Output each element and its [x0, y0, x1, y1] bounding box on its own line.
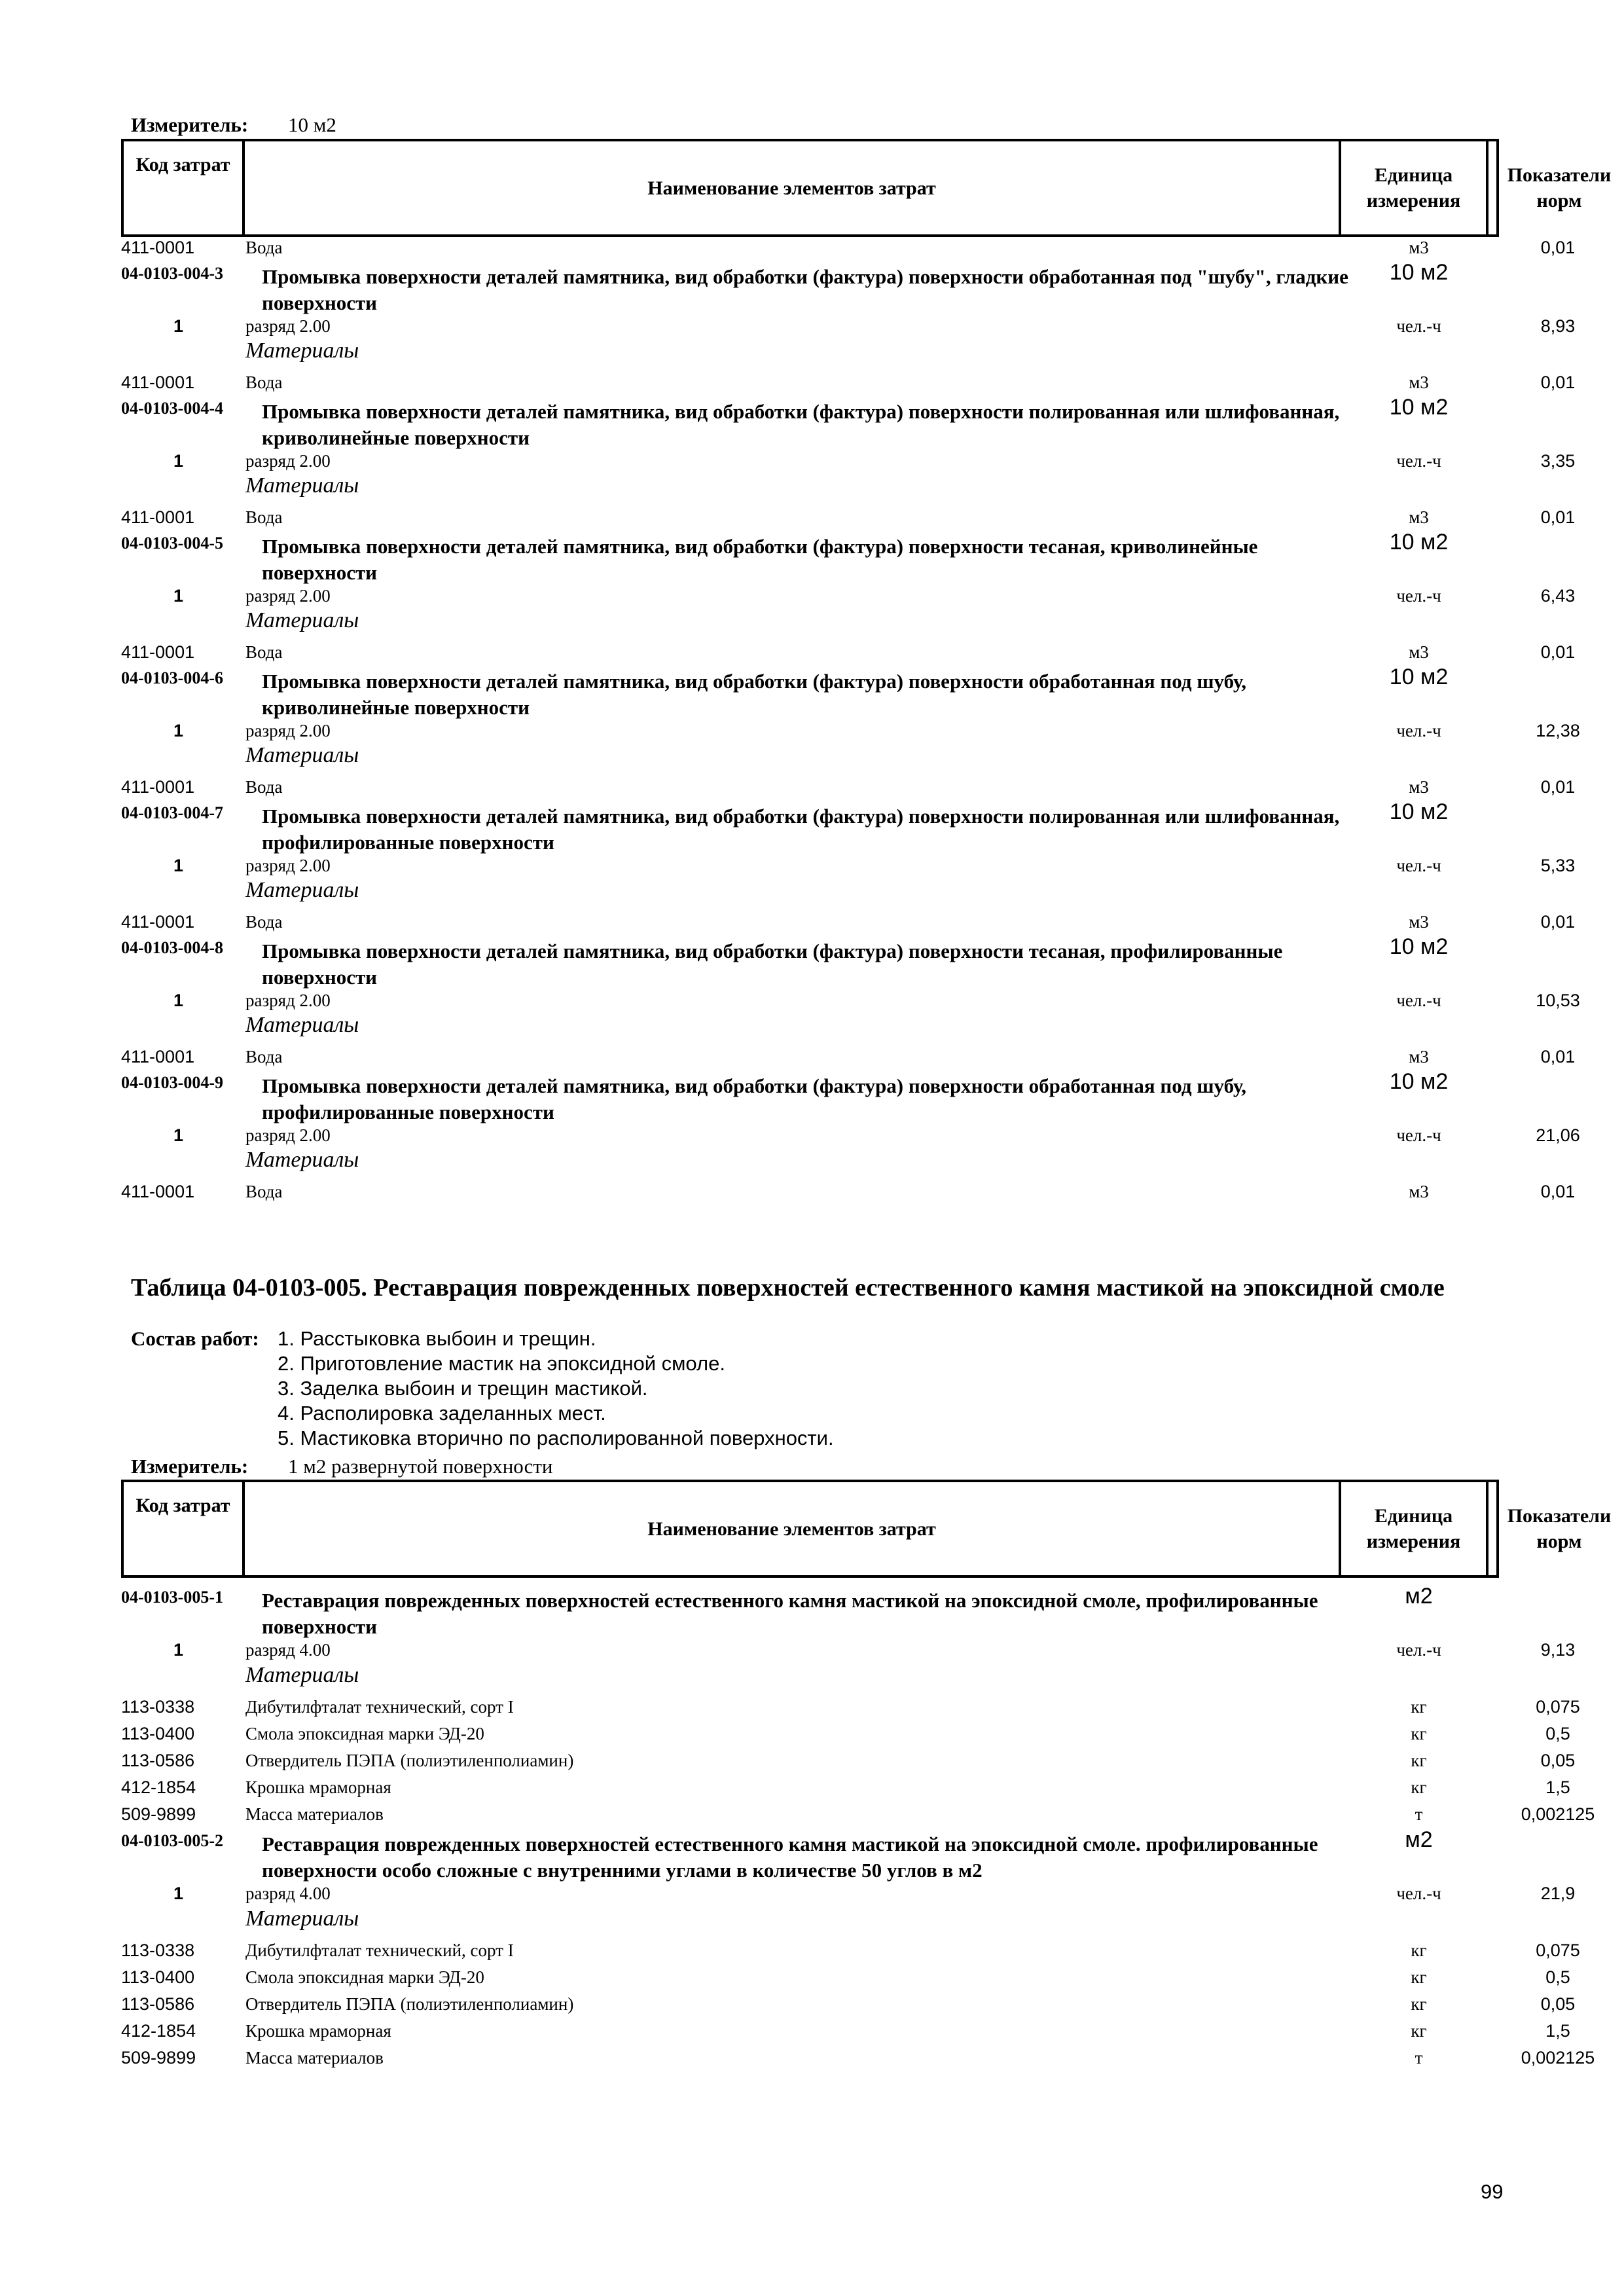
element-name: Реставрация поврежденных поверхностей естественного камня мастикой на эпоксидной смоле, профилированные поверхности	[262, 1589, 1318, 1638]
table-row	[121, 1640, 1576, 1666]
norm-value: 0,01	[1540, 777, 1576, 797]
unit-of-measure: м3	[1409, 238, 1429, 257]
cost-code: 411-0001	[121, 238, 195, 257]
header-code: Код затрат	[124, 1482, 245, 1575]
cost-code: 113-0400	[121, 1967, 195, 1987]
cost-code: 1	[173, 451, 184, 471]
table-header-1	[121, 139, 1612, 237]
table-row	[121, 1724, 1570, 1750]
norm-value: 9,13	[1540, 1640, 1576, 1660]
cost-code: 1	[173, 586, 184, 606]
measure-value-2: 1 м2 развернутой поверхности	[288, 1455, 553, 1478]
unit-of-measure: т	[1415, 2048, 1423, 2068]
table-row	[121, 1148, 1499, 1178]
table-row	[121, 1069, 1499, 1123]
norm-value: 10,53	[1536, 991, 1580, 1010]
cost-code: 411-0001	[121, 507, 195, 527]
norm-value: 12,38	[1536, 721, 1580, 740]
unit-of-measure: кг	[1411, 1967, 1427, 1987]
table-row	[121, 1663, 1499, 1693]
element-name: разряд 2.00	[245, 991, 331, 1010]
table-row	[121, 238, 1576, 264]
element-name: Материалы	[245, 1663, 359, 1687]
element-name: разряд 2.00	[245, 316, 331, 336]
table-row	[121, 1047, 1576, 1073]
element-name: Материалы	[245, 743, 359, 767]
table-row	[121, 777, 1576, 803]
composition-label: Состав работ:	[131, 1327, 259, 1350]
unit-of-measure: чел.-ч	[1396, 856, 1441, 875]
table-title: Таблица 04-0103-005. Реставрация поврежденных поверхностей естественного камня мастикой на эпоксидной смоле	[131, 1274, 1445, 1302]
element-name: Промывка поверхности деталей памятника, вид обработки (фактура) поверхности обработанная под шубу, профилированные поверхности	[262, 1074, 1247, 1123]
composition-item: 3. Заделка выбоин и трещин мастикой.	[278, 1377, 648, 1400]
unit-of-measure: чел.-ч	[1396, 1125, 1441, 1145]
norm-value: 21,06	[1536, 1125, 1580, 1145]
unit-of-measure: чел.-ч	[1396, 721, 1441, 740]
table-row	[121, 507, 1576, 534]
cost-code: 411-0001	[121, 777, 195, 797]
element-name: разряд 2.00	[245, 1125, 331, 1145]
unit-of-measure: чел.-ч	[1396, 586, 1441, 606]
element-name: разряд 2.00	[245, 586, 331, 606]
element-name: Материалы	[245, 1148, 359, 1172]
table-row	[121, 1013, 1499, 1043]
unit-of-measure: 10 м2	[1389, 799, 1449, 824]
cost-code: 1	[173, 1125, 184, 1145]
element-name: разряд 2.00	[245, 721, 331, 740]
measure-value-1: 10 м2	[288, 113, 336, 136]
element-name: Вода	[245, 642, 283, 662]
cost-code: 411-0001	[121, 1047, 195, 1066]
cost-code: 411-0001	[121, 1182, 195, 1201]
element-name: Реставрация поврежденных поверхностей естественного камня мастикой на эпоксидной смоле. профилированные поверхности особо сложные с внутренними углами в количестве 50 углов в м2	[262, 1832, 1318, 1882]
element-name: Крошка мраморная	[245, 2021, 391, 2041]
norm-value: 1,5	[1545, 2021, 1570, 2041]
element-name: разряд 2.00	[245, 451, 331, 471]
unit-of-measure: м3	[1409, 777, 1429, 797]
element-name: Масса материалов	[245, 1804, 384, 1824]
unit-of-measure: кг	[1411, 1994, 1427, 2014]
cost-code: 113-0338	[121, 1941, 195, 1960]
element-name: разряд 4.00	[245, 1640, 331, 1660]
table-row	[121, 530, 1499, 584]
table-row	[121, 1584, 1499, 1638]
element-name: Промывка поверхности деталей памятника, вид обработки (фактура) поверхности тесаная, профилированные поверхности	[262, 939, 1283, 989]
cost-code: 04-0103-004-4	[121, 399, 223, 418]
unit-of-measure: чел.-ч	[1396, 1640, 1441, 1660]
unit-of-measure: м3	[1409, 1047, 1429, 1066]
cost-code: 1	[173, 1884, 184, 1903]
element-name: Дибутилфталат технический, сорт I	[245, 1697, 514, 1717]
cost-code: 411-0001	[121, 912, 195, 932]
measure-label-1: Измеритель:	[131, 113, 249, 136]
cost-code: 412-1854	[121, 1777, 196, 1797]
composition-item: 4. Располировка заделанных мест.	[278, 1402, 606, 1425]
norm-value: 0,05	[1540, 1994, 1576, 2014]
unit-of-measure: 10 м2	[1389, 260, 1449, 285]
cost-code: 04-0103-005-1	[121, 1588, 223, 1607]
table-row	[121, 1906, 1499, 1937]
unit-of-measure: м3	[1409, 642, 1429, 662]
norm-value: 0,075	[1536, 1697, 1580, 1717]
table-row	[121, 934, 1499, 989]
cost-code: 509-9899	[121, 1804, 196, 1824]
unit-of-measure: м3	[1409, 1182, 1429, 1201]
table-row	[121, 1751, 1576, 1777]
element-name: Вода	[245, 238, 283, 257]
composition-item: 1. Расстыковка выбоин и трещин.	[278, 1327, 596, 1350]
norm-value: 0,01	[1540, 373, 1576, 392]
table-row	[121, 1697, 1580, 1723]
cost-code: 113-0586	[121, 1994, 195, 2014]
cost-code: 113-0400	[121, 1724, 195, 1743]
unit-of-measure: кг	[1411, 1941, 1427, 1960]
norm-value: 0,5	[1545, 1724, 1570, 1743]
norm-value: 0,01	[1540, 1182, 1576, 1201]
header-code: Код затрат	[124, 141, 245, 234]
composition-item: 5. Мастиковка вторично по располированной поверхности.	[278, 1427, 834, 1449]
element-name: Смола эпоксидная марки ЭД-20	[245, 1967, 484, 1987]
element-name: Материалы	[245, 338, 359, 363]
table-row	[121, 1182, 1576, 1208]
norm-value: 1,5	[1545, 1777, 1570, 1797]
cost-code: 04-0103-004-5	[121, 534, 223, 553]
unit-of-measure: чел.-ч	[1396, 991, 1441, 1010]
unit-of-measure: кг	[1411, 1697, 1427, 1717]
header-norm: Показатели норм	[1507, 1505, 1612, 1552]
header-norm: Показатели норм	[1507, 164, 1612, 211]
cost-code: 04-0103-004-9	[121, 1073, 223, 1092]
element-name: разряд 4.00	[245, 1884, 331, 1903]
cost-code: 411-0001	[121, 642, 195, 662]
cost-code: 04-0103-004-6	[121, 668, 223, 687]
element-name: Промывка поверхности деталей памятника, вид обработки (фактура) поверхности обработанная под шубу, криволинейные поверхности	[262, 670, 1247, 719]
element-name: Материалы	[245, 608, 359, 632]
cost-code: 1	[173, 721, 184, 740]
cost-code: 04-0103-004-7	[121, 803, 223, 822]
element-name: Отвердитель ПЭПА (полиэтиленполиамин)	[245, 1994, 574, 2014]
unit-of-measure: м3	[1409, 373, 1429, 392]
unit-of-measure: кг	[1411, 1724, 1427, 1743]
table-row	[121, 912, 1576, 938]
table-row	[121, 2021, 1570, 2047]
norm-value: 8,93	[1540, 316, 1576, 336]
element-name: Материалы	[245, 473, 359, 498]
table-row	[121, 1884, 1576, 1910]
header-unit: Единица измерения	[1341, 1482, 1489, 1575]
unit-of-measure: кг	[1411, 2021, 1427, 2041]
element-name: Вода	[245, 777, 283, 797]
unit-of-measure: м3	[1409, 507, 1429, 527]
norm-value: 0,075	[1536, 1941, 1580, 1960]
cost-code: 509-9899	[121, 2048, 196, 2068]
element-name: Отвердитель ПЭПА (полиэтиленполиамин)	[245, 1751, 574, 1770]
norm-value: 21,9	[1540, 1884, 1576, 1903]
table-row	[121, 743, 1499, 773]
unit-of-measure: чел.-ч	[1396, 1884, 1441, 1903]
cost-code: 04-0103-005-2	[121, 1831, 223, 1850]
table-row	[121, 1777, 1570, 1804]
table-row	[121, 260, 1499, 314]
table-row	[121, 665, 1499, 719]
element-name: Вода	[245, 1047, 283, 1066]
element-name: Смола эпоксидная марки ЭД-20	[245, 1724, 484, 1743]
norm-value: 0,01	[1540, 238, 1576, 257]
unit-of-measure: 10 м2	[1389, 665, 1449, 689]
element-name: Промывка поверхности деталей памятника, вид обработки (фактура) поверхности полированная или шлифованная, профилированные поверхности	[262, 805, 1340, 854]
header-name: Наименование элементов затрат	[245, 1482, 1341, 1575]
header-unit: Единица измерения	[1341, 141, 1489, 234]
element-name: Масса материалов	[245, 2048, 384, 2068]
element-name: Вода	[245, 912, 283, 932]
unit-of-measure: м3	[1409, 912, 1429, 932]
cost-code: 113-0338	[121, 1697, 195, 1717]
norm-value: 0,002125	[1521, 1804, 1595, 1824]
header-name: Наименование элементов затрат	[245, 141, 1341, 234]
element-name: Вода	[245, 507, 283, 527]
unit-of-measure: 10 м2	[1389, 934, 1449, 959]
table-row	[121, 473, 1499, 503]
unit-of-measure: т	[1415, 1804, 1423, 1824]
element-name: Вода	[245, 373, 283, 392]
cost-code: 04-0103-004-8	[121, 938, 223, 957]
element-name: Материалы	[245, 1906, 359, 1931]
table-row	[121, 799, 1499, 854]
table-row	[121, 1804, 1595, 1831]
page-number: 99	[1481, 2180, 1504, 2203]
table-row	[121, 2048, 1595, 2074]
table-row	[121, 373, 1576, 399]
element-name: Промывка поверхности деталей памятника, вид обработки (фактура) поверхности полированная или шлифованная, криволинейные поверхности	[262, 400, 1340, 449]
norm-value: 5,33	[1540, 856, 1576, 875]
element-name: Материалы	[245, 878, 359, 902]
element-name: Дибутилфталат технический, сорт I	[245, 1941, 514, 1960]
cost-code: 1	[173, 316, 184, 336]
norm-value: 0,002125	[1521, 2048, 1595, 2068]
table-row	[121, 608, 1499, 638]
unit-of-measure: чел.-ч	[1396, 451, 1441, 471]
table-header-2	[121, 1480, 1612, 1578]
table-row	[121, 395, 1499, 449]
table-row	[121, 1994, 1576, 2020]
element-name: Материалы	[245, 1013, 359, 1037]
cost-code: 113-0586	[121, 1751, 195, 1770]
table-row	[121, 338, 1499, 369]
norm-value: 0,5	[1545, 1967, 1570, 1987]
element-name: Промывка поверхности деталей памятника, вид обработки (фактура) поверхности тесаная, криволинейные поверхности	[262, 535, 1258, 584]
unit-of-measure: 10 м2	[1389, 395, 1449, 420]
norm-value: 0,05	[1540, 1751, 1576, 1770]
unit-of-measure: м2	[1405, 1584, 1433, 1609]
cost-code: 1	[173, 856, 184, 875]
unit-of-measure: 10 м2	[1389, 530, 1449, 555]
composition-item: 2. Приготовление мастик на эпоксидной смоле.	[278, 1352, 725, 1375]
cost-code: 04-0103-004-3	[121, 264, 223, 283]
element-name: разряд 2.00	[245, 856, 331, 875]
element-name: Вода	[245, 1182, 283, 1201]
cost-code: 411-0001	[121, 373, 195, 392]
unit-of-measure: кг	[1411, 1777, 1427, 1797]
table-row	[121, 1941, 1580, 1967]
element-name: Крошка мраморная	[245, 1777, 391, 1797]
norm-value: 0,01	[1540, 507, 1576, 527]
table-row	[121, 1967, 1570, 1994]
cost-code: 1	[173, 1640, 184, 1660]
measure-label-2: Измеритель:	[131, 1455, 249, 1478]
norm-value: 6,43	[1540, 586, 1576, 606]
unit-of-measure: кг	[1411, 1751, 1427, 1770]
table-row	[121, 1827, 1499, 1882]
norm-value: 3,35	[1540, 451, 1576, 471]
cost-code: 412-1854	[121, 2021, 196, 2041]
unit-of-measure: чел.-ч	[1396, 316, 1441, 336]
norm-value: 0,01	[1540, 912, 1576, 932]
unit-of-measure: 10 м2	[1389, 1069, 1449, 1094]
cost-code: 1	[173, 991, 184, 1010]
element-name: Промывка поверхности деталей памятника, вид обработки (фактура) поверхности обработанная под "шубу", гладкие поверхности	[262, 265, 1348, 314]
unit-of-measure: м2	[1405, 1827, 1433, 1852]
norm-value: 0,01	[1540, 642, 1576, 662]
norm-value: 0,01	[1540, 1047, 1576, 1066]
table-row	[121, 878, 1499, 908]
table-row	[121, 642, 1576, 668]
